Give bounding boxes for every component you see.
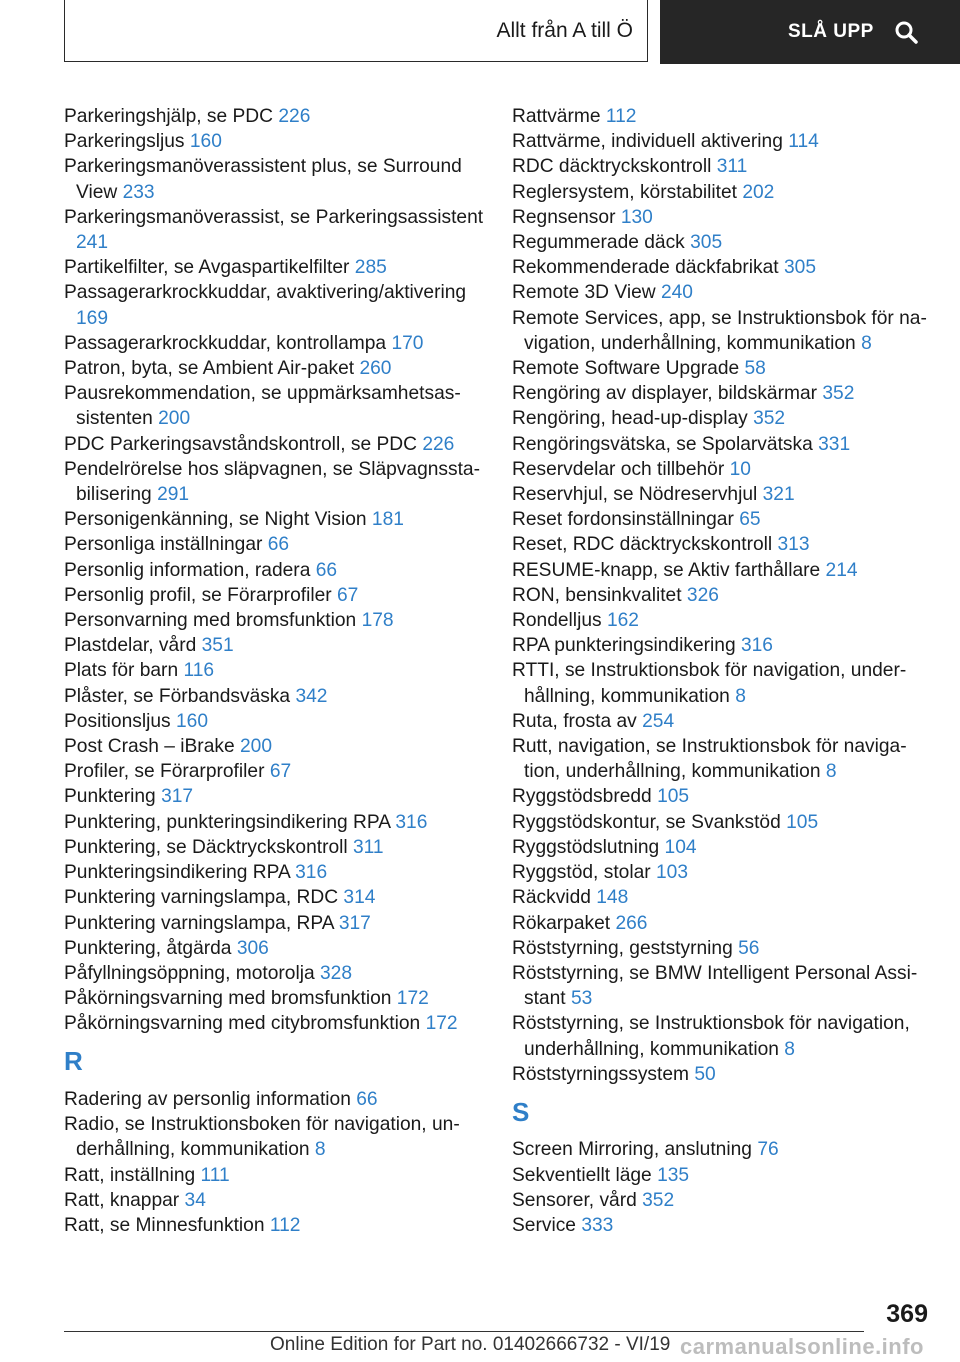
index-entry bbox=[512, 709, 932, 734]
index-page-link[interactable]: 114 bbox=[788, 131, 819, 153]
index-page-link[interactable]: 200 bbox=[158, 408, 191, 430]
index-page-link[interactable]: 104 bbox=[664, 836, 697, 858]
index-entry-text: Rengöringsvätska, se Spolarvätska bbox=[512, 433, 813, 455]
index-page-link[interactable]: 305 bbox=[783, 257, 816, 279]
index-entry-text: RDC däcktryckskontroll bbox=[512, 156, 712, 178]
index-entry bbox=[64, 835, 494, 860]
index-entry bbox=[64, 558, 494, 583]
index-entry-text: Service bbox=[512, 1214, 576, 1236]
index-entry-text: Parkeringshjälp, se PDC bbox=[64, 106, 274, 127]
index-entry-text: Parkeringsmanöverassistent plus, se Surround View bbox=[64, 156, 462, 203]
index-entry bbox=[64, 381, 494, 431]
index-entry bbox=[512, 306, 932, 356]
index-entry-text: Röststyrning, se BMW Intelligent Personal Assistant bbox=[512, 962, 918, 1010]
index-entry bbox=[512, 784, 932, 809]
index-page-link[interactable]: 178 bbox=[361, 610, 394, 632]
index-entry bbox=[512, 1062, 932, 1087]
search-label: SLÅ UPP bbox=[788, 21, 874, 42]
index-entry-text: Rengöring, head-up-display bbox=[512, 408, 748, 430]
index-entry-text: Ryggstödskontur, se Svankstöd bbox=[512, 811, 781, 833]
index-page-link[interactable]: 8 bbox=[314, 1139, 326, 1161]
index-entry-text: Sensorer, vård bbox=[512, 1189, 637, 1211]
index-entry bbox=[64, 810, 494, 835]
index-page-link[interactable]: 160 bbox=[176, 710, 209, 732]
index-entry-text: Remote Services, app, se Instruktionsbok för navigation, underhållning, kommunikation bbox=[512, 307, 927, 354]
search-icon bbox=[894, 20, 918, 44]
index-entry bbox=[64, 280, 494, 330]
index-entry bbox=[512, 180, 932, 205]
index-page-link[interactable]: 311 bbox=[353, 836, 384, 858]
index-entry-text: Personvarning med bromsfunktion bbox=[64, 610, 357, 632]
footer-divider bbox=[64, 1331, 864, 1332]
index-entry-text: Reset fordonsinställningar bbox=[512, 509, 734, 531]
index-entry bbox=[512, 810, 932, 835]
index-entry bbox=[512, 507, 932, 532]
index-page-link[interactable]: 311 bbox=[716, 156, 748, 178]
index-entry bbox=[512, 356, 932, 381]
index-entry bbox=[64, 1011, 494, 1036]
index-page-link[interactable]: 67 bbox=[337, 584, 359, 606]
index-entry-text: Plats för barn bbox=[64, 660, 179, 682]
index-entry bbox=[512, 608, 932, 633]
index-tab-a-to-o[interactable] bbox=[64, 0, 648, 62]
index-page-link[interactable]: 58 bbox=[744, 358, 766, 380]
footer-edition-text: Online Edition for Part no. 01402666732 - VI/19 bbox=[270, 1334, 671, 1355]
index-page-link[interactable]: 172 bbox=[396, 988, 429, 1010]
index-entry bbox=[64, 1087, 494, 1112]
index-page-link[interactable]: 66 bbox=[267, 534, 290, 556]
index-entry bbox=[64, 961, 494, 986]
index-page-link[interactable]: 316 bbox=[740, 635, 773, 657]
index-entry-text: Personlig profil, se Förarprofiler bbox=[64, 584, 332, 606]
index-entry-text: Regnsensor bbox=[512, 206, 616, 228]
index-entry-text: Påkörningsvarning med bromsfunktion bbox=[64, 988, 392, 1010]
index-entry bbox=[512, 457, 932, 482]
index-page-link[interactable]: 112 bbox=[605, 106, 637, 127]
index-entry bbox=[64, 104, 494, 129]
index-entry-text: PDC Parkeringsavståndskontroll, se PDC bbox=[64, 433, 417, 455]
index-entry-text: Radering av personlig information bbox=[64, 1088, 351, 1110]
index-entry bbox=[64, 860, 494, 885]
index-entry-text: Rutt, navigation, se Instruktionsbok för navigation, underhållning, kommunikation bbox=[512, 736, 907, 783]
index-entry-text: Rökarpaket bbox=[512, 912, 611, 934]
index-entry-text: Reglersystem, körstabilitet bbox=[512, 181, 737, 203]
index-entry bbox=[64, 583, 494, 608]
index-page-link[interactable]: 326 bbox=[686, 584, 719, 606]
watermark: carmanualsonline.info bbox=[680, 1334, 924, 1359]
index-entry bbox=[512, 734, 932, 784]
index-page-link[interactable]: 76 bbox=[757, 1139, 779, 1161]
index-entry-text: Remote 3D View bbox=[512, 282, 656, 304]
index-page-link[interactable]: 103 bbox=[656, 862, 689, 884]
index-entry-text: Pausrekommendation, se uppmärksamhetsassistenten bbox=[64, 383, 461, 430]
index-entry-text: Plåster, se Förbandsväska bbox=[64, 685, 291, 707]
index-page-link[interactable]: 316 bbox=[295, 862, 328, 884]
index-entry bbox=[512, 1188, 932, 1213]
index-page-link[interactable]: 351 bbox=[201, 635, 234, 657]
index-entry-text: Räckvidd bbox=[512, 887, 591, 909]
index-page-link[interactable]: 8 bbox=[861, 332, 872, 354]
index-entry bbox=[512, 558, 932, 583]
index-page-link[interactable]: 313 bbox=[777, 534, 810, 556]
index-entry-text: Regummerade däck bbox=[512, 232, 685, 254]
index-page-link[interactable]: 160 bbox=[189, 131, 222, 153]
index-page-link[interactable]: 291 bbox=[157, 484, 190, 506]
index-page-link[interactable]: 254 bbox=[642, 710, 675, 732]
index-entry-text: Ratt, se Minnesfunktion bbox=[64, 1214, 265, 1236]
index-entry-text: Ryggstöd, stolar bbox=[512, 862, 651, 884]
index-page-link[interactable]: 317 bbox=[161, 786, 194, 808]
index-entry bbox=[512, 255, 932, 280]
index-page-link[interactable]: 352 bbox=[753, 408, 786, 430]
index-entry-text: Reservhjul, se Nödreservhjul bbox=[512, 484, 758, 506]
index-entry-text: Punktering varningslampa, RPA bbox=[64, 912, 334, 934]
index-entry-text: RON, bensinkvalitet bbox=[512, 584, 682, 606]
index-page-link[interactable]: 116 bbox=[183, 660, 215, 682]
index-entry bbox=[512, 230, 932, 255]
index-entry bbox=[512, 129, 932, 154]
index-entry-text: Post Crash – iBrake bbox=[64, 736, 235, 758]
index-entry-text: Punktering, åtgärda bbox=[64, 937, 232, 959]
index-entry bbox=[64, 759, 494, 784]
index-entry bbox=[64, 1213, 494, 1238]
index-page-link[interactable]: 352 bbox=[642, 1189, 675, 1211]
index-entry bbox=[64, 784, 494, 809]
index-entry bbox=[512, 658, 932, 708]
index-page-link[interactable]: 314 bbox=[343, 887, 376, 909]
index-page-link[interactable]: 214 bbox=[825, 559, 858, 581]
index-entry bbox=[64, 457, 494, 507]
index-entry-text: Radio, se Instruktionsboken för navigation, underhållning, kommunikation bbox=[64, 1114, 460, 1161]
index-entry bbox=[64, 684, 494, 709]
index-page-link[interactable]: 306 bbox=[236, 937, 269, 959]
index-page-link[interactable]: 105 bbox=[657, 786, 690, 808]
index-page-link[interactable]: 181 bbox=[371, 509, 404, 531]
index-page-link[interactable]: 226 bbox=[422, 433, 455, 455]
index-page-link[interactable]: 112 bbox=[269, 1214, 301, 1236]
index-page-link[interactable]: 34 bbox=[184, 1189, 206, 1211]
index-page-link[interactable]: 50 bbox=[694, 1063, 716, 1085]
index-entry-text: Ratt, inställning bbox=[64, 1164, 196, 1186]
index-page-link[interactable]: 10 bbox=[729, 458, 751, 480]
index-entry-text: Rondelljus bbox=[512, 610, 602, 632]
index-page-link[interactable]: 266 bbox=[615, 912, 648, 934]
index-entry bbox=[64, 154, 494, 204]
index-entry bbox=[512, 532, 932, 557]
index-page-link[interactable]: 260 bbox=[359, 358, 392, 380]
index-page-link[interactable]: 53 bbox=[570, 988, 593, 1010]
index-entry-text: Patron, byta, se Ambient Air-paket bbox=[64, 358, 355, 380]
index-entry-text: Parkeringsljus bbox=[64, 131, 185, 153]
index-page-link[interactable]: 321 bbox=[762, 484, 795, 506]
index-entry bbox=[512, 381, 932, 406]
index-entry-text: Passagerarkrockkuddar, kontrollampa bbox=[64, 332, 387, 354]
index-entry-text: Pendelrörelse hos släpvagnen, se Släpvagnsstabilisering bbox=[64, 458, 480, 506]
index-entry bbox=[64, 734, 494, 759]
index-page-link[interactable]: 8 bbox=[784, 1038, 795, 1060]
index-entry bbox=[512, 911, 932, 936]
index-letter-heading: R bbox=[64, 1046, 83, 1077]
index-entry-text: Rekommenderade däckfabrikat bbox=[512, 257, 779, 279]
index-entry-text: Ratt, knappar bbox=[64, 1189, 180, 1211]
index-page-link[interactable]: 130 bbox=[620, 206, 653, 228]
index-entry bbox=[64, 911, 494, 936]
index-entry bbox=[512, 961, 932, 1011]
index-entry-text: Punktering, punkteringsindikering RPA bbox=[64, 811, 391, 833]
index-page-link[interactable]: 169 bbox=[76, 307, 109, 329]
index-entry-text: Ruta, frosta av bbox=[512, 710, 637, 732]
index-entry bbox=[512, 835, 932, 860]
index-page-link[interactable]: 8 bbox=[735, 685, 746, 707]
index-entry bbox=[512, 1163, 932, 1188]
index-entry bbox=[64, 432, 494, 457]
index-entry bbox=[64, 1163, 494, 1188]
index-entry bbox=[512, 205, 932, 230]
index-page-link[interactable]: 172 bbox=[425, 1013, 458, 1035]
index-page-link[interactable]: 65 bbox=[739, 509, 761, 531]
index-entry-text: Punktering bbox=[64, 786, 156, 808]
index-entry-text: Partikelfilter, se Avgaspartikelfilter bbox=[64, 257, 350, 279]
index-page-link[interactable]: 56 bbox=[738, 937, 760, 959]
index-entry bbox=[512, 154, 932, 179]
index-page-link[interactable]: 316 bbox=[395, 811, 428, 833]
index-entry-text: Positionsljus bbox=[64, 710, 171, 732]
index-page-link[interactable]: 305 bbox=[690, 232, 723, 254]
index-entry bbox=[512, 885, 932, 910]
index-entry-text: Personlig information, radera bbox=[64, 559, 311, 581]
index-entry bbox=[64, 129, 494, 154]
index-page-link[interactable]: 170 bbox=[391, 332, 424, 354]
index-entry bbox=[64, 608, 494, 633]
index-page-link[interactable]: 233 bbox=[122, 181, 155, 203]
index-entry bbox=[512, 482, 932, 507]
index-entry bbox=[64, 1188, 494, 1213]
index-page-link[interactable]: 148 bbox=[596, 887, 629, 909]
index-entry-text: RTTI, se Instruktionsbok för navigation, underhållning, kommunikation bbox=[512, 660, 907, 707]
index-entry bbox=[512, 583, 932, 608]
page-number: 369 bbox=[886, 1300, 928, 1328]
index-entry bbox=[64, 633, 494, 658]
index-entry-text: Reservdelar och tillbehör bbox=[512, 458, 725, 480]
index-entry bbox=[64, 709, 494, 734]
index-entry bbox=[64, 986, 494, 1011]
index-page-link[interactable]: 333 bbox=[581, 1214, 614, 1236]
header bbox=[64, 0, 960, 64]
index-entry bbox=[512, 633, 932, 658]
index-entry-text: Påfyllningsöppning, motorolja bbox=[64, 962, 315, 984]
index-column-left bbox=[64, 104, 494, 1238]
index-page-link[interactable]: 111 bbox=[200, 1164, 230, 1186]
index-page-link[interactable]: 240 bbox=[660, 282, 693, 304]
index-page-link[interactable]: 202 bbox=[742, 181, 775, 203]
index-entry-text: Personigenkänning, se Night Vision bbox=[64, 509, 367, 531]
index-entry-text: RPA punkteringsindikering bbox=[512, 635, 736, 657]
index-entry-text: Påkörningsvarning med citybromsfunktion bbox=[64, 1013, 421, 1035]
index-entry bbox=[512, 104, 932, 129]
index-entry bbox=[64, 356, 494, 381]
index-tab-label: Allt från A till Ö bbox=[496, 18, 633, 42]
index-entry bbox=[64, 255, 494, 280]
index-entry-text: RESUME-knapp, se Aktiv farthållare bbox=[512, 559, 821, 581]
index-entry bbox=[64, 885, 494, 910]
index-entry-text: Personliga inställningar bbox=[64, 534, 263, 556]
index-entry bbox=[512, 280, 932, 305]
index-page-link[interactable]: 331 bbox=[818, 433, 851, 455]
index-entry bbox=[512, 860, 932, 885]
index-entry bbox=[512, 1137, 932, 1162]
index-entry bbox=[512, 432, 932, 457]
index-entry bbox=[64, 532, 494, 557]
index-entry-text: Röststyrning, se Instruktionsbok för navigation, underhållning, kommunikation bbox=[512, 1013, 910, 1060]
index-page-link[interactable]: 162 bbox=[606, 610, 639, 632]
index-entry-text: Parkeringsmanöverassist, se Parkeringsassistent bbox=[64, 206, 484, 228]
index-column-right bbox=[512, 104, 932, 1238]
index-entry bbox=[64, 1112, 494, 1162]
index-entry bbox=[64, 205, 494, 255]
index-page-link[interactable]: 342 bbox=[295, 685, 328, 707]
index-entry-text: Ryggstödslutning bbox=[512, 836, 660, 858]
index-entry-text: Punktering, se Däcktryckskontroll bbox=[64, 836, 348, 858]
index-page-link[interactable]: 66 bbox=[315, 559, 338, 581]
index-entry bbox=[512, 936, 932, 961]
index-entry-text: Plastdelar, vård bbox=[64, 635, 197, 657]
index-entry-text: Rengöring av displayer, bildskärmar bbox=[512, 383, 818, 405]
index-page-link[interactable]: 328 bbox=[320, 962, 353, 984]
index-page-link[interactable]: 67 bbox=[269, 761, 292, 783]
index-page-link[interactable]: 317 bbox=[338, 912, 371, 934]
index-page-link[interactable]: 285 bbox=[354, 257, 387, 279]
index-entry-text: Rattvärme bbox=[512, 106, 601, 127]
index-entry-text: Reset, RDC däcktryckskontroll bbox=[512, 534, 773, 556]
index-entry-text: Remote Software Upgrade bbox=[512, 358, 740, 380]
index-entry-text: Punkteringsindikering RPA bbox=[64, 862, 290, 884]
index-page-link[interactable]: 352 bbox=[822, 383, 855, 405]
index-page-link[interactable]: 105 bbox=[786, 811, 819, 833]
index-page-link[interactable]: 8 bbox=[825, 761, 837, 783]
index-page-link[interactable]: 66 bbox=[356, 1088, 378, 1110]
index-page-link[interactable]: 135 bbox=[657, 1164, 690, 1186]
index-entry bbox=[64, 331, 494, 356]
search-button[interactable] bbox=[660, 0, 960, 64]
index-letter-heading: S bbox=[512, 1096, 530, 1127]
index-entry-text: Passagerarkrockkuddar, avaktivering/aktivering bbox=[64, 282, 467, 304]
index-entry bbox=[512, 1011, 932, 1061]
index-entry-text: Punktering varningslampa, RDC bbox=[64, 887, 339, 909]
index-entry-text: Röststyrning, geststyrning bbox=[512, 937, 733, 959]
index-entry bbox=[64, 507, 494, 532]
index-entry-text: Ryggstödsbredd bbox=[512, 786, 652, 808]
index-entry bbox=[64, 658, 494, 683]
index-page-link[interactable]: 226 bbox=[278, 106, 311, 127]
index-entry-text: Rattvärme, individuell aktivering bbox=[512, 131, 783, 153]
index-entry bbox=[64, 936, 494, 961]
index-entry-text: Sekventiellt läge bbox=[512, 1164, 652, 1186]
index-entry-text: Profiler, se Förarprofiler bbox=[64, 761, 265, 783]
index-entry-text: Screen Mirroring, anslutning bbox=[512, 1139, 752, 1161]
index-page-link[interactable]: 200 bbox=[239, 736, 272, 758]
index-page-link[interactable]: 241 bbox=[76, 232, 109, 254]
index-entry bbox=[512, 1213, 932, 1238]
index-entry bbox=[512, 406, 932, 431]
index-entry-text: Röststyrningssystem bbox=[512, 1063, 689, 1085]
